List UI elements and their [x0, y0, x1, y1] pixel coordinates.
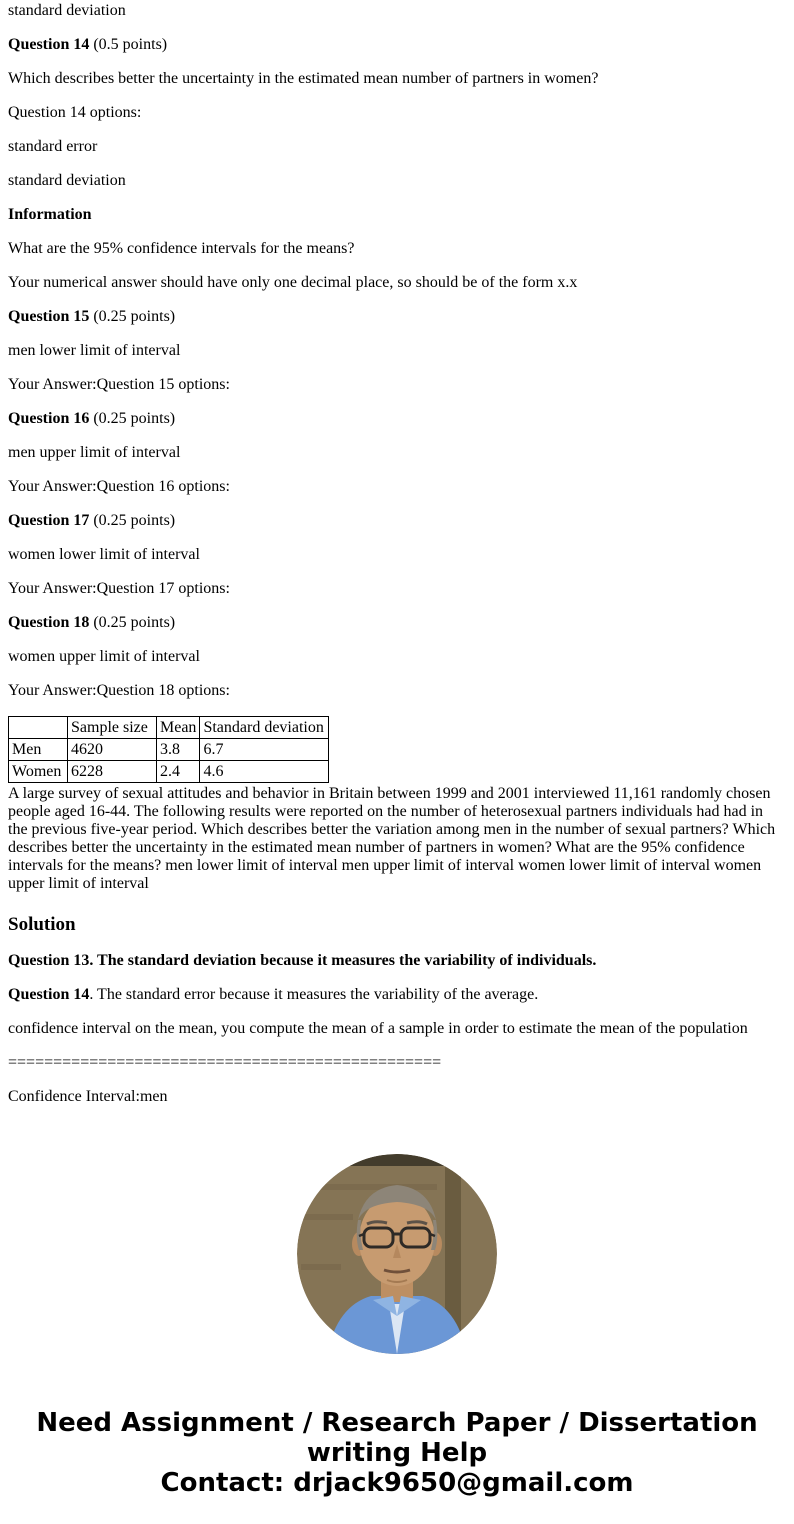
- stats-cell-women-sample-size: 6228: [68, 761, 157, 783]
- question-15-prompt: men lower limit of interval: [8, 342, 181, 359]
- question-16-title: Question 16: [8, 410, 90, 427]
- information-line-1: What are the 95% confidence intervals for the means?: [8, 240, 355, 257]
- stats-cell-men-sample-size: 4620: [68, 739, 157, 761]
- solution-heading: Solution: [8, 914, 76, 935]
- question-14-heading: [8, 36, 786, 54]
- stats-cell-women-mean: 2.4: [157, 761, 200, 783]
- question-15-answer-label: Your Answer:Question 15 options:: [8, 376, 230, 393]
- footer-advert: [17, 1408, 777, 1498]
- question-14-prompt: Which describes better the uncertainty in the estimated mean number of partners in women?: [8, 70, 599, 87]
- stats-table-header-row: [9, 717, 329, 739]
- question-16-prompt: men upper limit of interval: [8, 444, 181, 461]
- stats-header-sample-size: Sample size: [68, 717, 157, 739]
- stats-table-row-men: [9, 739, 329, 761]
- information-heading: [8, 206, 786, 224]
- solution-question-14-answer: [8, 986, 786, 1004]
- stats-cell-women-sd: 4.6: [200, 761, 329, 783]
- question-14-option-standard-error: standard error: [8, 138, 98, 155]
- question-18-heading: [8, 614, 786, 632]
- stats-cell-men-mean: 3.8: [157, 739, 200, 761]
- stats-header-empty: [9, 717, 68, 739]
- divider-equals-line: ================================================: [8, 1054, 442, 1071]
- question-17-title: Question 17: [8, 512, 90, 529]
- footer-help-text: Need Assignment / Research Paper / Dissertation writing Help: [36, 1408, 758, 1468]
- information-line-2: Your numerical answer should have only one decimal place, so should be of the form x.x: [8, 274, 578, 291]
- solution-note: confidence interval on the mean, you compute the mean of a sample in order to estimate the mean of the population: [8, 1020, 748, 1037]
- question-15-points: (0.25 points): [93, 308, 176, 325]
- stats-cell-men-label: Men: [9, 739, 68, 761]
- question-16-answer-label: Your Answer:Question 16 options:: [8, 478, 230, 495]
- question-14-option-standard-deviation: standard deviation: [8, 172, 126, 189]
- question-17-points: (0.25 points): [93, 512, 176, 529]
- stats-header-standard-deviation: Standard deviation: [200, 717, 329, 739]
- solution-question-14-text: . The standard error because it measures the variability of the average.: [89, 986, 539, 1003]
- stats-header-mean: Mean: [157, 717, 200, 739]
- question-14-title: Question 14: [8, 36, 90, 53]
- stats-table: [8, 716, 329, 783]
- question-14-points: (0.5 points): [93, 36, 168, 53]
- information-title: Information: [8, 206, 92, 223]
- solution-question-13-answer: Question 13. The standard deviation because it measures the variability of individuals.: [8, 952, 597, 969]
- stats-cell-women-label: Women: [9, 761, 68, 783]
- question-16-points: (0.25 points): [93, 410, 176, 427]
- question-18-title: Question 18: [8, 614, 90, 631]
- question-18-prompt: women upper limit of interval: [8, 648, 200, 665]
- man-portrait-photo-icon: [297, 1154, 497, 1354]
- solution-question-14-title: Question 14: [8, 986, 90, 1003]
- stats-table-row-women: [9, 761, 329, 783]
- question-17-prompt: women lower limit of interval: [8, 546, 200, 563]
- question-14-options-label: Question 14 options:: [8, 104, 142, 121]
- tutor-photo: [297, 1154, 497, 1354]
- question-16-heading: [8, 410, 786, 428]
- question-15-title: Question 15: [8, 308, 90, 325]
- question-18-points: (0.25 points): [93, 614, 176, 631]
- question-13-option-tail: standard deviation: [8, 2, 126, 19]
- survey-summary-paragraph: A large survey of sexual attitudes and behavior in Britain between 1999 and 2001 interviewed 11,161 randomly chosen people aged 16-44. The following results were reported on the number of heterosexual partners individuals had had in the previous five-year period. Which describes better the variation among men in the number of sexual partners? Which describes better the uncertainty in the estimated mean number of partners in women? What are the 95% confidence intervals for the means? men lower limit of interval men upper limit of interval women lower limit of interval women upper limit of interval: [8, 785, 776, 892]
- question-17-answer-label: Your Answer:Question 17 options:: [8, 580, 230, 597]
- question-17-heading: [8, 512, 786, 530]
- question-15-heading: [8, 308, 786, 326]
- stats-cell-men-sd: 6.7: [200, 739, 329, 761]
- confidence-interval-label: Confidence Interval:men: [8, 1088, 168, 1105]
- footer-contact-email: Contact: drjack9650@gmail.com: [160, 1468, 634, 1498]
- question-18-answer-label: Your Answer:Question 18 options:: [8, 682, 230, 699]
